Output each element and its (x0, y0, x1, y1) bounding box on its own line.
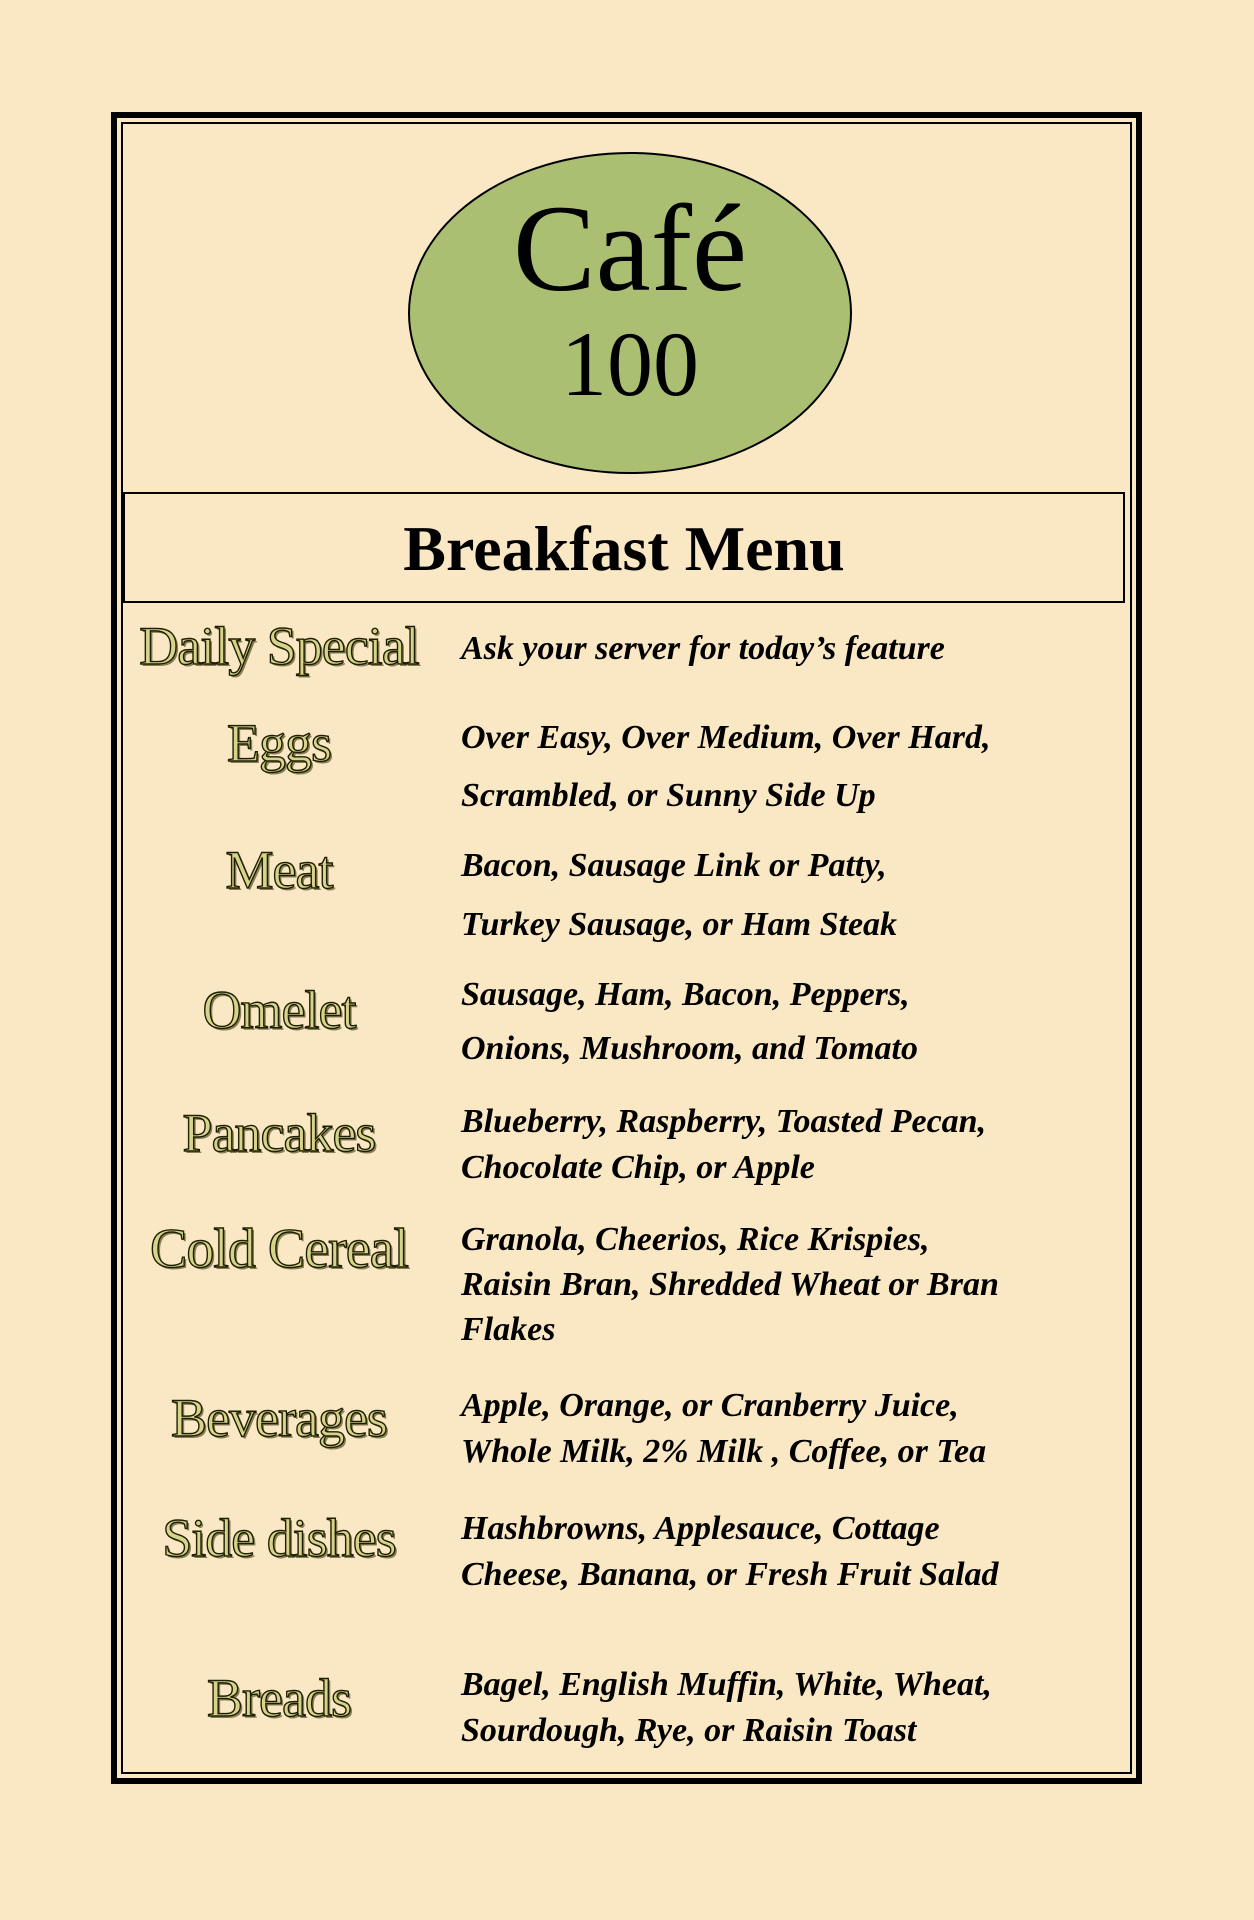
section-items (461, 1506, 1125, 1598)
logo-name: Café (512, 180, 748, 317)
section-items (461, 621, 1125, 677)
section-items (461, 1383, 1125, 1475)
item-line: Bagel, English Muffin, White, Wheat, (461, 1666, 992, 1703)
item-line: Over Easy, Over Medium, Over Hard, (461, 719, 991, 756)
section-items (461, 709, 1125, 825)
logo-number: 100 (561, 313, 699, 415)
item-line: Ask your server for today’s feature (461, 630, 945, 667)
section-items (461, 968, 1125, 1076)
item-line: Sausage, Ham, Bacon, Peppers, (461, 976, 910, 1013)
item-line: Cheese, Banana, or Fresh Fruit Salad (461, 1556, 999, 1593)
cafe-logo (408, 152, 852, 474)
section-items (461, 1217, 1125, 1352)
item-line: Raisin Bran, Shredded Wheat or Bran (461, 1266, 999, 1303)
item-line: Hashbrowns, Applesauce, Cottage (461, 1510, 940, 1547)
item-line: Blueberry, Raspberry, Toasted Pecan, (461, 1103, 987, 1140)
item-line: Onions, Mushroom, and Tomato (461, 1030, 918, 1067)
section-items (461, 836, 1125, 954)
category-label: Side dishes (162, 1508, 396, 1568)
item-line: Flakes (461, 1311, 556, 1348)
section-items (461, 1099, 1125, 1191)
category-label: Meat (225, 840, 333, 900)
item-line: Granola, Cheerios, Rice Krispies, (461, 1221, 930, 1258)
item-line: Whole Milk, 2% Milk , Coffee, or Tea (461, 1433, 987, 1470)
section-items (461, 1662, 1125, 1754)
category-label: Pancakes (182, 1103, 376, 1163)
item-line: Turkey Sausage, or Ham Steak (461, 906, 898, 943)
category-label: Eggs (227, 713, 331, 773)
category-label: Cold Cereal (149, 1218, 409, 1280)
item-line: Sourdough, Rye, or Raisin Toast (461, 1712, 917, 1749)
item-line: Bacon, Sausage Link or Patty, (461, 847, 887, 884)
menu-title-box (123, 492, 1125, 603)
item-line: Apple, Orange, or Cranberry Juice, (461, 1387, 959, 1424)
category-label: Omelet (202, 980, 356, 1040)
category-label: Daily Special (139, 616, 419, 676)
item-line: Chocolate Chip, or Apple (461, 1149, 815, 1186)
category-label: Beverages (171, 1388, 387, 1448)
item-line: Scrambled, or Sunny Side Up (461, 777, 876, 814)
menu-title: Breakfast Menu (403, 512, 845, 584)
category-label: Breads (207, 1668, 351, 1728)
